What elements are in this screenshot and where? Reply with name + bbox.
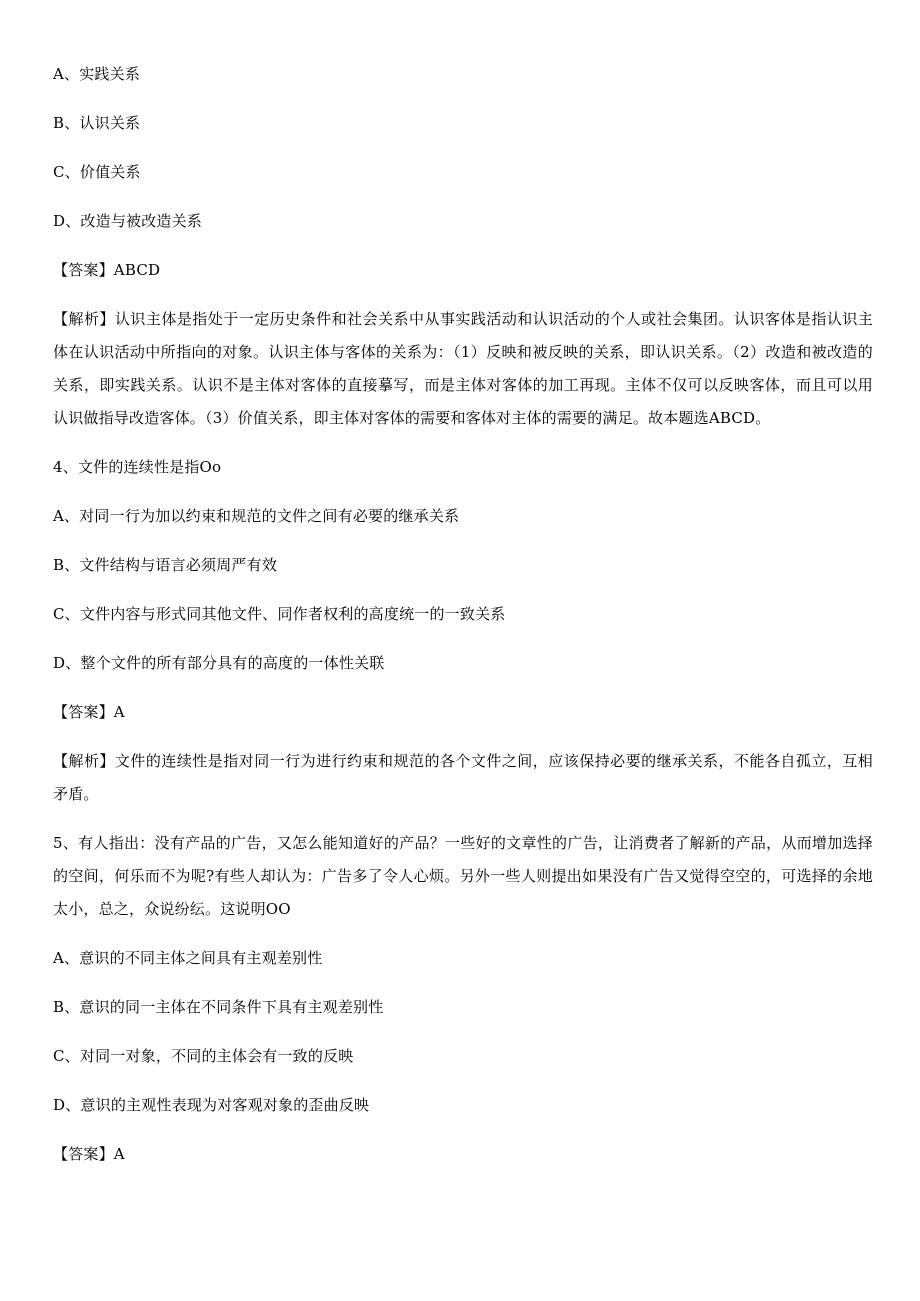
q3-option-d: D、改造与被改造关系	[53, 212, 203, 230]
q4-option-c: C、文件内容与形式同其他文件、同作者权利的高度统一的一致关系	[53, 605, 506, 623]
q3-analysis: 【解析】认识主体是指处于一定历史条件和社会关系中从事实践活动和认识活动的个人或社会集团。认识客体是指认识主体在认识活动中所指向的对象。认识主体与客体的关系为：（1）反映和被反映的关系，即认识关系。（2）改造和被改造的关系，即实践关系。认识不是主体对客体的直接摹写，而是主体对客体的加工再现。主体不仅可以反映客体，而且可以用认识做指导改造客体。（3）价值关系，即主体对客体的需要和客体对主体的需要的满足。故本题选ABCD。	[53, 310, 873, 427]
q5-answer: 【答案】A	[53, 1145, 125, 1163]
q5-option-a: A、意识的不同主体之间具有主观差别性	[53, 949, 323, 967]
document-page	[53, 58, 873, 1171]
q4-answer: 【答案】A	[53, 703, 125, 721]
q4-analysis: 【解析】文件的连续性是指对同一行为进行约束和规范的各个文件之间，应该保持必要的继承关系，不能各自孤立，互相矛盾。	[53, 752, 873, 803]
q4-question: 4、文件的连续性是指Oo	[53, 458, 222, 476]
q5-option-b: B、意识的同一主体在不同条件下具有主观差别性	[53, 998, 384, 1016]
q3-option-b: B、认识关系	[53, 114, 141, 132]
q5-option-d: D、意识的主观性表现为对客观对象的歪曲反映	[53, 1096, 370, 1114]
q5-question: 5、有人指出：没有产品的广告，又怎么能知道好的产品？一些好的文章性的广告，让消费者了解新的产品，从而增加选择的空间，何乐而不为呢?有些人却认为：广告多了令人心烦。另外一些人则提出如果没有广告又觉得空空的，可选择的余地太小，总之，众说纷纭。这说明OO	[53, 834, 873, 918]
q4-option-a: A、对同一行为加以约束和规范的文件之间有必要的继承关系	[53, 507, 460, 525]
q3-option-a: A、实践关系	[53, 65, 141, 83]
q5-option-c: C、对同一对象，不同的主体会有一致的反映	[53, 1047, 354, 1065]
q3-option-c: C、价值关系	[53, 163, 141, 181]
q3-answer: 【答案】ABCD	[53, 261, 161, 279]
q4-option-d: D、整个文件的所有部分具有的高度的一体性关联	[53, 654, 385, 672]
q4-option-b: B、文件结构与语言必须周严有效	[53, 556, 278, 574]
